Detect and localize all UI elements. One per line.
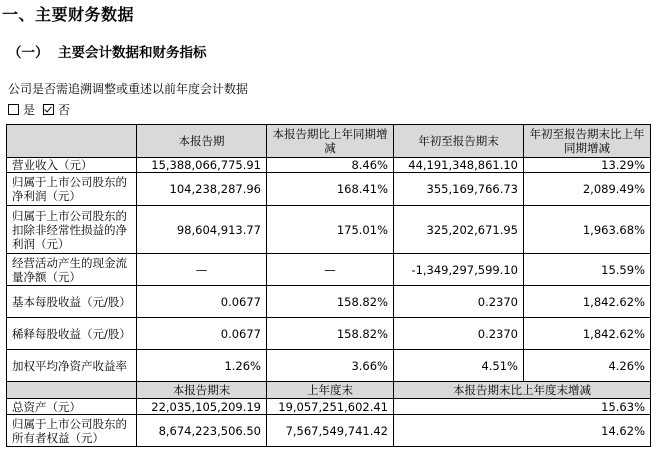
- subsection-number: （一）: [8, 45, 49, 61]
- header-cell: 年初至报告期末: [394, 125, 524, 158]
- header-cell: [7, 382, 137, 399]
- row-label: 营业收入（元）: [7, 158, 137, 173]
- cell-value: 175.01%: [267, 206, 394, 254]
- restatement-note: 公司是否需追溯调整或重述以前年度会计数据: [8, 82, 249, 96]
- cell-value: 22,035,105,209.19: [137, 399, 267, 415]
- header-cell: 本报告期末: [137, 382, 267, 399]
- table-row: [7, 318, 651, 350]
- header-cell: [7, 125, 137, 158]
- cell-value: 4.51%: [394, 350, 524, 382]
- table-header-row: [7, 382, 651, 399]
- row-label: 归属于上市公司股东的扣除非经常性损益的净利润（元）: [7, 206, 137, 254]
- restatement-options: [8, 101, 70, 118]
- table-row: [7, 399, 651, 415]
- cell-value: 15.63%: [394, 399, 651, 415]
- cell-value: 19,057,251,602.41: [267, 399, 394, 415]
- cell-value: —: [137, 254, 267, 286]
- header-cell: 本报告期末比上年度末增减: [394, 382, 651, 399]
- cell-value: -1,349,297,599.10: [394, 254, 524, 286]
- cell-value: 0.0677: [137, 318, 267, 350]
- cell-value: 1,842.62%: [524, 318, 651, 350]
- cell-value: 1,842.62%: [524, 286, 651, 318]
- cell-value: 8.46%: [267, 158, 394, 173]
- section-title: 一、主要财务数据: [2, 5, 135, 24]
- financial-data-table: [6, 124, 651, 447]
- header-cell: 本报告期比上年同期增减: [267, 125, 394, 158]
- table-row: [7, 415, 651, 447]
- cell-value: —: [267, 254, 394, 286]
- table-row: [7, 286, 651, 318]
- row-label: 归属于上市公司股东的所有者权益（元）: [7, 415, 137, 447]
- cell-value: 15.59%: [524, 254, 651, 286]
- cell-value: 104,238,287.96: [137, 173, 267, 206]
- checkbox-yes-label: 是: [23, 103, 36, 117]
- row-label: 经营活动产生的现金流量净额（元）: [7, 254, 137, 286]
- cell-value: 0.2370: [394, 318, 524, 350]
- checkbox-yes[interactable]: [8, 104, 19, 115]
- cell-value: 44,191,348,861.10: [394, 158, 524, 173]
- table-header-row: [7, 125, 651, 158]
- cell-value: 0.2370: [394, 286, 524, 318]
- subsection-title: 主要会计数据和财务指标: [58, 45, 207, 61]
- cell-value: 325,202,671.95: [394, 206, 524, 254]
- header-cell: 本报告期: [137, 125, 267, 158]
- table-row: [7, 173, 651, 206]
- table-row: [7, 350, 651, 382]
- cell-value: 98,604,913.77: [137, 206, 267, 254]
- cell-value: 7,567,549,741.42: [267, 415, 394, 447]
- checkbox-no[interactable]: [43, 104, 54, 115]
- header-cell: 上年度末: [267, 382, 394, 399]
- cell-value: 8,674,223,506.50: [137, 415, 267, 447]
- row-label: 归属于上市公司股东的净利润（元）: [7, 173, 137, 206]
- row-label: 基本每股收益（元/股）: [7, 286, 137, 318]
- cell-value: 168.41%: [267, 173, 394, 206]
- cell-value: 15,388,066,775.91: [137, 158, 267, 173]
- cell-value: 0.0677: [137, 286, 267, 318]
- cell-value: 2,089.49%: [524, 173, 651, 206]
- checkbox-no-label: 否: [58, 103, 71, 117]
- table-row: [7, 206, 651, 254]
- table-row: [7, 158, 651, 173]
- row-label: 加权平均净资产收益率: [7, 350, 137, 382]
- row-label: 稀释每股收益（元/股）: [7, 318, 137, 350]
- cell-value: 14.62%: [394, 415, 651, 447]
- cell-value: 1,963.68%: [524, 206, 651, 254]
- cell-value: 1.26%: [137, 350, 267, 382]
- cell-value: 4.26%: [524, 350, 651, 382]
- table-row: [7, 254, 651, 286]
- subsection-heading: [8, 41, 207, 61]
- row-label: 总资产（元）: [7, 399, 137, 415]
- cell-value: 3.66%: [267, 350, 394, 382]
- cell-value: 13.29%: [524, 158, 651, 173]
- header-cell: 年初至报告期末比上年同期增减: [524, 125, 651, 158]
- cell-value: 355,169,766.73: [394, 173, 524, 206]
- cell-value: 158.82%: [267, 286, 394, 318]
- cell-value: 158.82%: [267, 318, 394, 350]
